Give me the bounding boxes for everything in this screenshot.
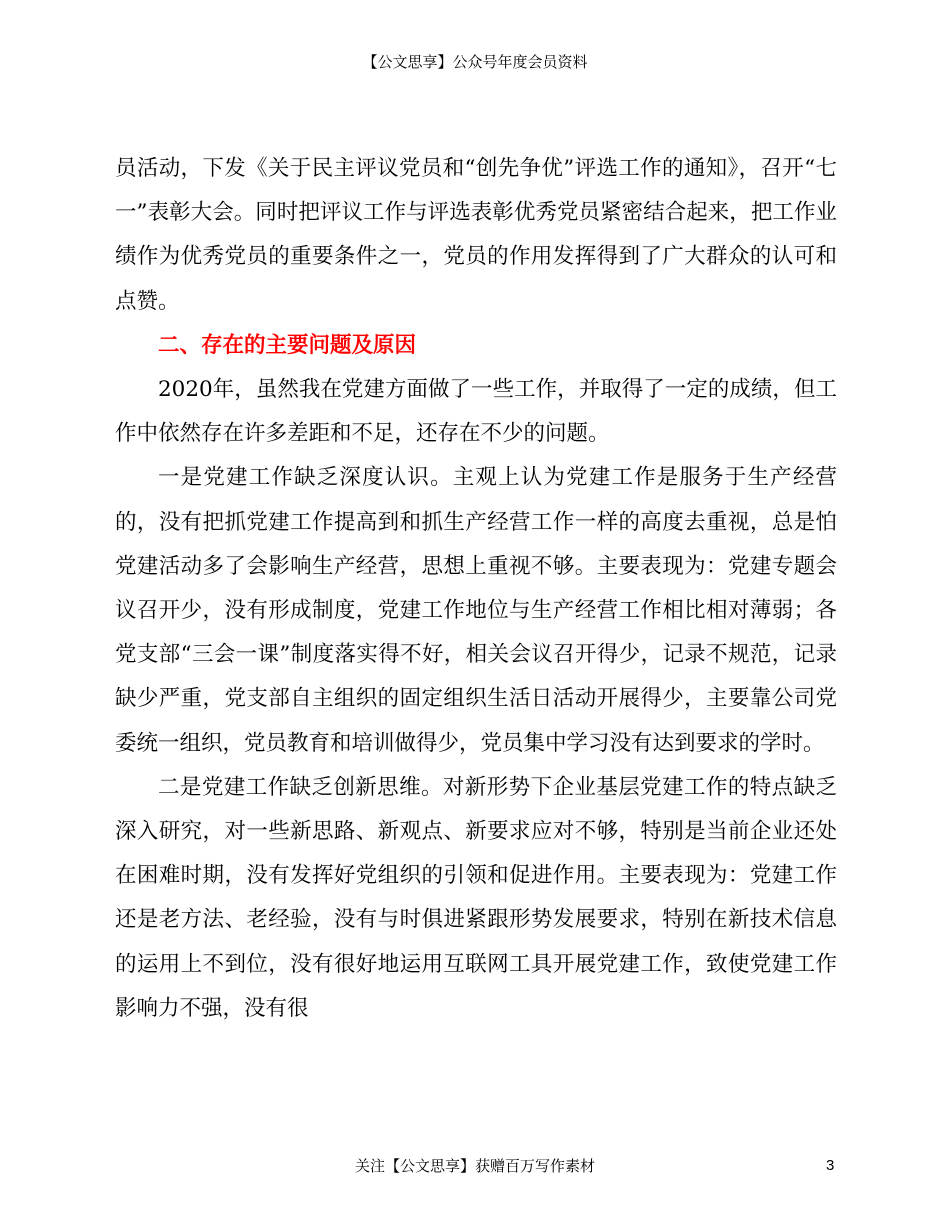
paragraph-point-one: 一是党建工作缺乏深度认识。主观上认为党建工作是服务于生产经营的，没有把抓党建工作提高到和抓生产经营工作一样的高度去重视，总是怕党建活动多了会影响生产经营，思想上重视不够。主要表现为：党建专题会议召开少，没有形成制度，党建工作地位与生产经营工作相比相对薄弱；各党支部“三会一课”制度落实得不好，相关会议召开得少，记录不规范，记录缺少严重，党支部自主组织的固定组织生活日活动开展得少，主要靠公司党委统一组织，党员教育和培训做得少，党员集中学习没有达到要求的学时。 <box>115 465 837 756</box>
page-header: 【公文思享】公众号年度会员资料 <box>362 53 588 71</box>
paragraph-continued: 员活动，下发《关于民主评议党员和“创先争优”评选工作的通知》，召开“七一”表彰大会。同时把评议工作与评选表彰优秀党员紧密结合起来，把工作业绩作为优秀党员的重要条件之一，党员的作用发挥得到了广大群众的认可和点赞。 <box>115 156 837 314</box>
page-number: 3 <box>826 1157 835 1174</box>
page-footer: 关注【公文思享】获赠百万写作素材 <box>354 1157 595 1175</box>
document-body <box>115 147 837 1031</box>
section-heading: 二、存在的主要问题及原因 <box>158 332 417 358</box>
paragraph-point-two: 二是党建工作缺乏创新思维。对新形势下企业基层党建工作的特点缺乏深入研究，对一些新思路、新观点、新要求应对不够，特别是当前企业还处在困难时期，没有发挥好党组织的引领和促进作用。主要表现为：党建工作还是老方法、老经验，没有与时俱进紧跟形势发展要求，特别在新技术信息的运用上不到位，没有很好地运用互联网工具开展党建工作，致使党建工作影响力不强，没有很 <box>115 774 837 1021</box>
paragraph-intro: 2020年，虽然我在党建方面做了一些工作，并取得了一定的成绩，但工作中依然存在许多差距和不足，还存在不少的问题。 <box>115 377 837 447</box>
